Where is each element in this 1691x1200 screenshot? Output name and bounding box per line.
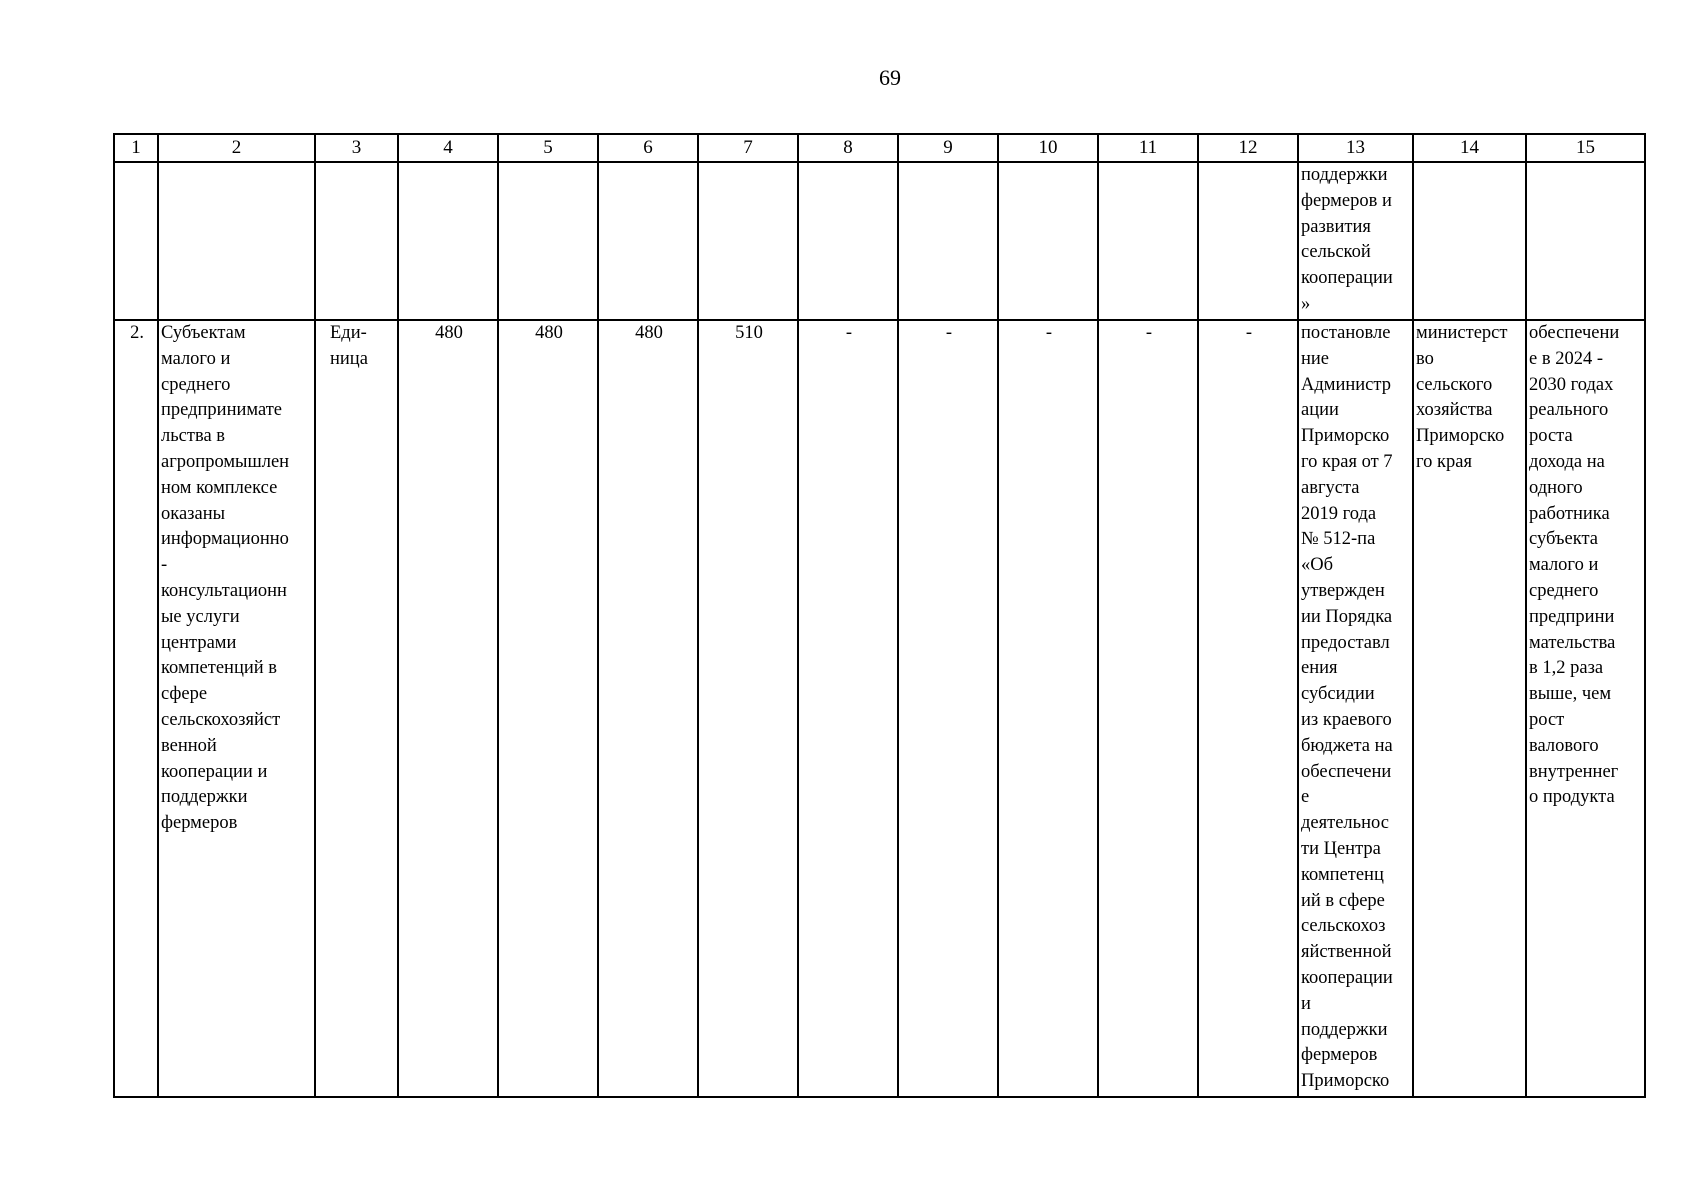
value-cell: 480 (498, 320, 598, 1097)
header-cell: 15 (1526, 134, 1645, 162)
value-cell: 510 (698, 320, 798, 1097)
table-cell (698, 162, 798, 320)
row-number-cell: 2. (114, 320, 158, 1097)
document-table (113, 133, 1646, 1098)
regulation-cell-continuation: поддержки фермеров и развития сельской кооперации » (1298, 162, 1413, 320)
header-cell: 10 (998, 134, 1098, 162)
value-cell: - (998, 320, 1098, 1097)
table-cell (398, 162, 498, 320)
header-cell: 3 (315, 134, 398, 162)
table-cell (1413, 162, 1526, 320)
table-cell (898, 162, 998, 320)
value-cell: - (798, 320, 898, 1097)
value-cell: 480 (598, 320, 698, 1097)
indicator-name-cell: Субъектам малого и среднего предпринимате льства в агропромышлен ном комплексе оказаны информационно - консультационн ые услуги центрами компетенций в сфере сельскохозяйст венной кооперации и поддержки фермеров (158, 320, 315, 1097)
table-row-continuation (114, 162, 1645, 320)
header-cell: 5 (498, 134, 598, 162)
table-cell (1098, 162, 1198, 320)
header-cell: 11 (1098, 134, 1198, 162)
header-cell: 7 (698, 134, 798, 162)
responsible-cell: министерст во сельского хозяйства Приморско го края (1413, 320, 1526, 1097)
regulation-cell: постановле ние Администр ации Приморско го края от 7 августа 2019 года № 512-па «Об утвержден ии Порядка предоставл ения субсидии из краевого бюджета на обеспечени е деятельнос ти Центра компетенц ий в сфере сельскохоз яйственной кооперации и поддержки фермеров Приморско (1298, 320, 1413, 1097)
header-cell: 8 (798, 134, 898, 162)
value-cell: 480 (398, 320, 498, 1097)
header-cell: 14 (1413, 134, 1526, 162)
table-cell (998, 162, 1098, 320)
value-cell: - (1098, 320, 1198, 1097)
table-cell (798, 162, 898, 320)
table-cell (598, 162, 698, 320)
table-header-row (114, 134, 1645, 162)
header-cell: 4 (398, 134, 498, 162)
table-cell (1526, 162, 1645, 320)
table-cell (114, 162, 158, 320)
value-cell: - (1198, 320, 1298, 1097)
header-cell: 9 (898, 134, 998, 162)
header-cell: 12 (1198, 134, 1298, 162)
table-row-2 (114, 320, 1645, 1097)
header-cell: 2 (158, 134, 315, 162)
table-cell (158, 162, 315, 320)
header-cell: 1 (114, 134, 158, 162)
header-cell: 6 (598, 134, 698, 162)
table-cell (498, 162, 598, 320)
result-cell: обеспечени е в 2024 - 2030 годах реального роста дохода на одного работника субъекта малого и среднего предприни мательства в 1,2 раза выше, чем рост валового внутреннег о продукта (1526, 320, 1645, 1097)
value-cell: - (898, 320, 998, 1097)
unit-cell: Еди- ница (315, 320, 398, 1097)
page-number: 69 (879, 65, 901, 90)
table-cell (315, 162, 398, 320)
header-cell: 13 (1298, 134, 1413, 162)
table-cell (1198, 162, 1298, 320)
